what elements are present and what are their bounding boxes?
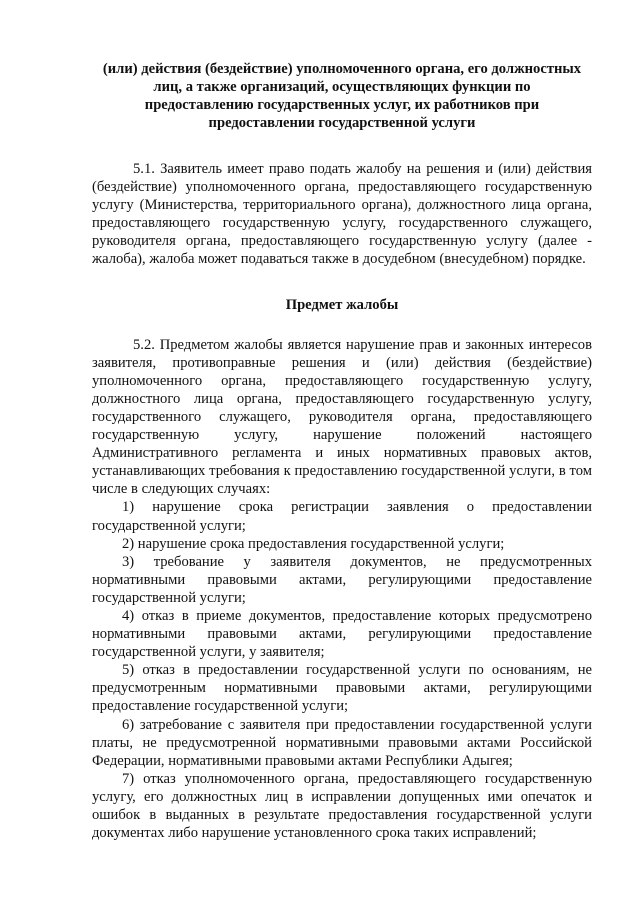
subject-of-complaint-title: Предмет жалобы — [285, 296, 399, 313]
spacer — [92, 269, 592, 296]
list-item: 4) отказ в приеме документов, предоставление которых предусмотрено нормативными правовыми актами, регулирующими предоставление государственной услуги, у заявителя; — [92, 607, 592, 661]
spacer — [92, 132, 592, 160]
spacer — [92, 314, 592, 336]
heading-line: предоставлению государственных услуг, их работников при — [144, 97, 540, 113]
paragraph-5-1: 5.1. Заявитель имеет право подать жалобу на решения и (или) действия (бездействие) уполномоченного органа, предоставляющего государственную услугу (Министерства, территориального органа), должностного лица органа, предоставляющего государственную услугу, государственного служащего, руководителя органа, предоставляющего государственную услугу (далее - жалоба), жалоба может подаваться также в досудебном (внесудебном) порядке. — [92, 161, 592, 268]
section-heading — [92, 60, 592, 132]
document-page — [92, 60, 592, 842]
list-item: 7) отказ уполномоченного органа, предоставляющего государственную услугу, его должностных лиц в исправлении допущенных ими опечаток и ошибок в выданных в результате предоставления государственной услуги документах либо нарушение установленного срока таких исправлений; — [92, 770, 592, 842]
list-item: 3) требование у заявителя документов, не предусмотренных нормативными правовыми актами, регулирующими предоставление государственной услуги; — [92, 553, 592, 606]
list-item: 6) затребование с заявителя при предоставлении государственной услуги платы, не предусмотренной нормативными правовыми актами Российской Федерации, нормативными правовыми актами Республики Адыгея; — [92, 716, 592, 769]
list-item: 2) нарушение срока предоставления государственной услуги; — [122, 535, 505, 552]
list-item: 1) нарушение срока регистрации заявления о предоставлении государственной услуги; — [92, 499, 592, 534]
heading-line: лиц, а также организаций, осуществляющих функции по — [153, 79, 531, 95]
heading-line: (или) действия (бездействие) уполномоченного органа, его должностных — [102, 61, 582, 77]
list-item: 5) отказ в предоставлении государственной услуги по основаниям, не предусмотренным нормативными правовыми актами, регулирующими предоставление государственной услуги; — [92, 662, 592, 715]
heading-line: предоставлении государственной услуги — [208, 115, 476, 131]
paragraph-5-2: 5.2. Предметом жалобы является нарушение прав и законных интересов заявителя, противоправные решения и (или) действия (бездействие) уполномоченного органа, предоставляющего государственную услугу, должностного лица органа, предоставляющего государственную услугу, государственного служащего, руководителя органа, предоставляющего государственную услугу, нарушение положений настоящего Административного регламента и иных нормативных правовых актов, устанавливающих требования к предоставлению государственной услуги, в том числе в следующих случаях: — [92, 336, 592, 498]
